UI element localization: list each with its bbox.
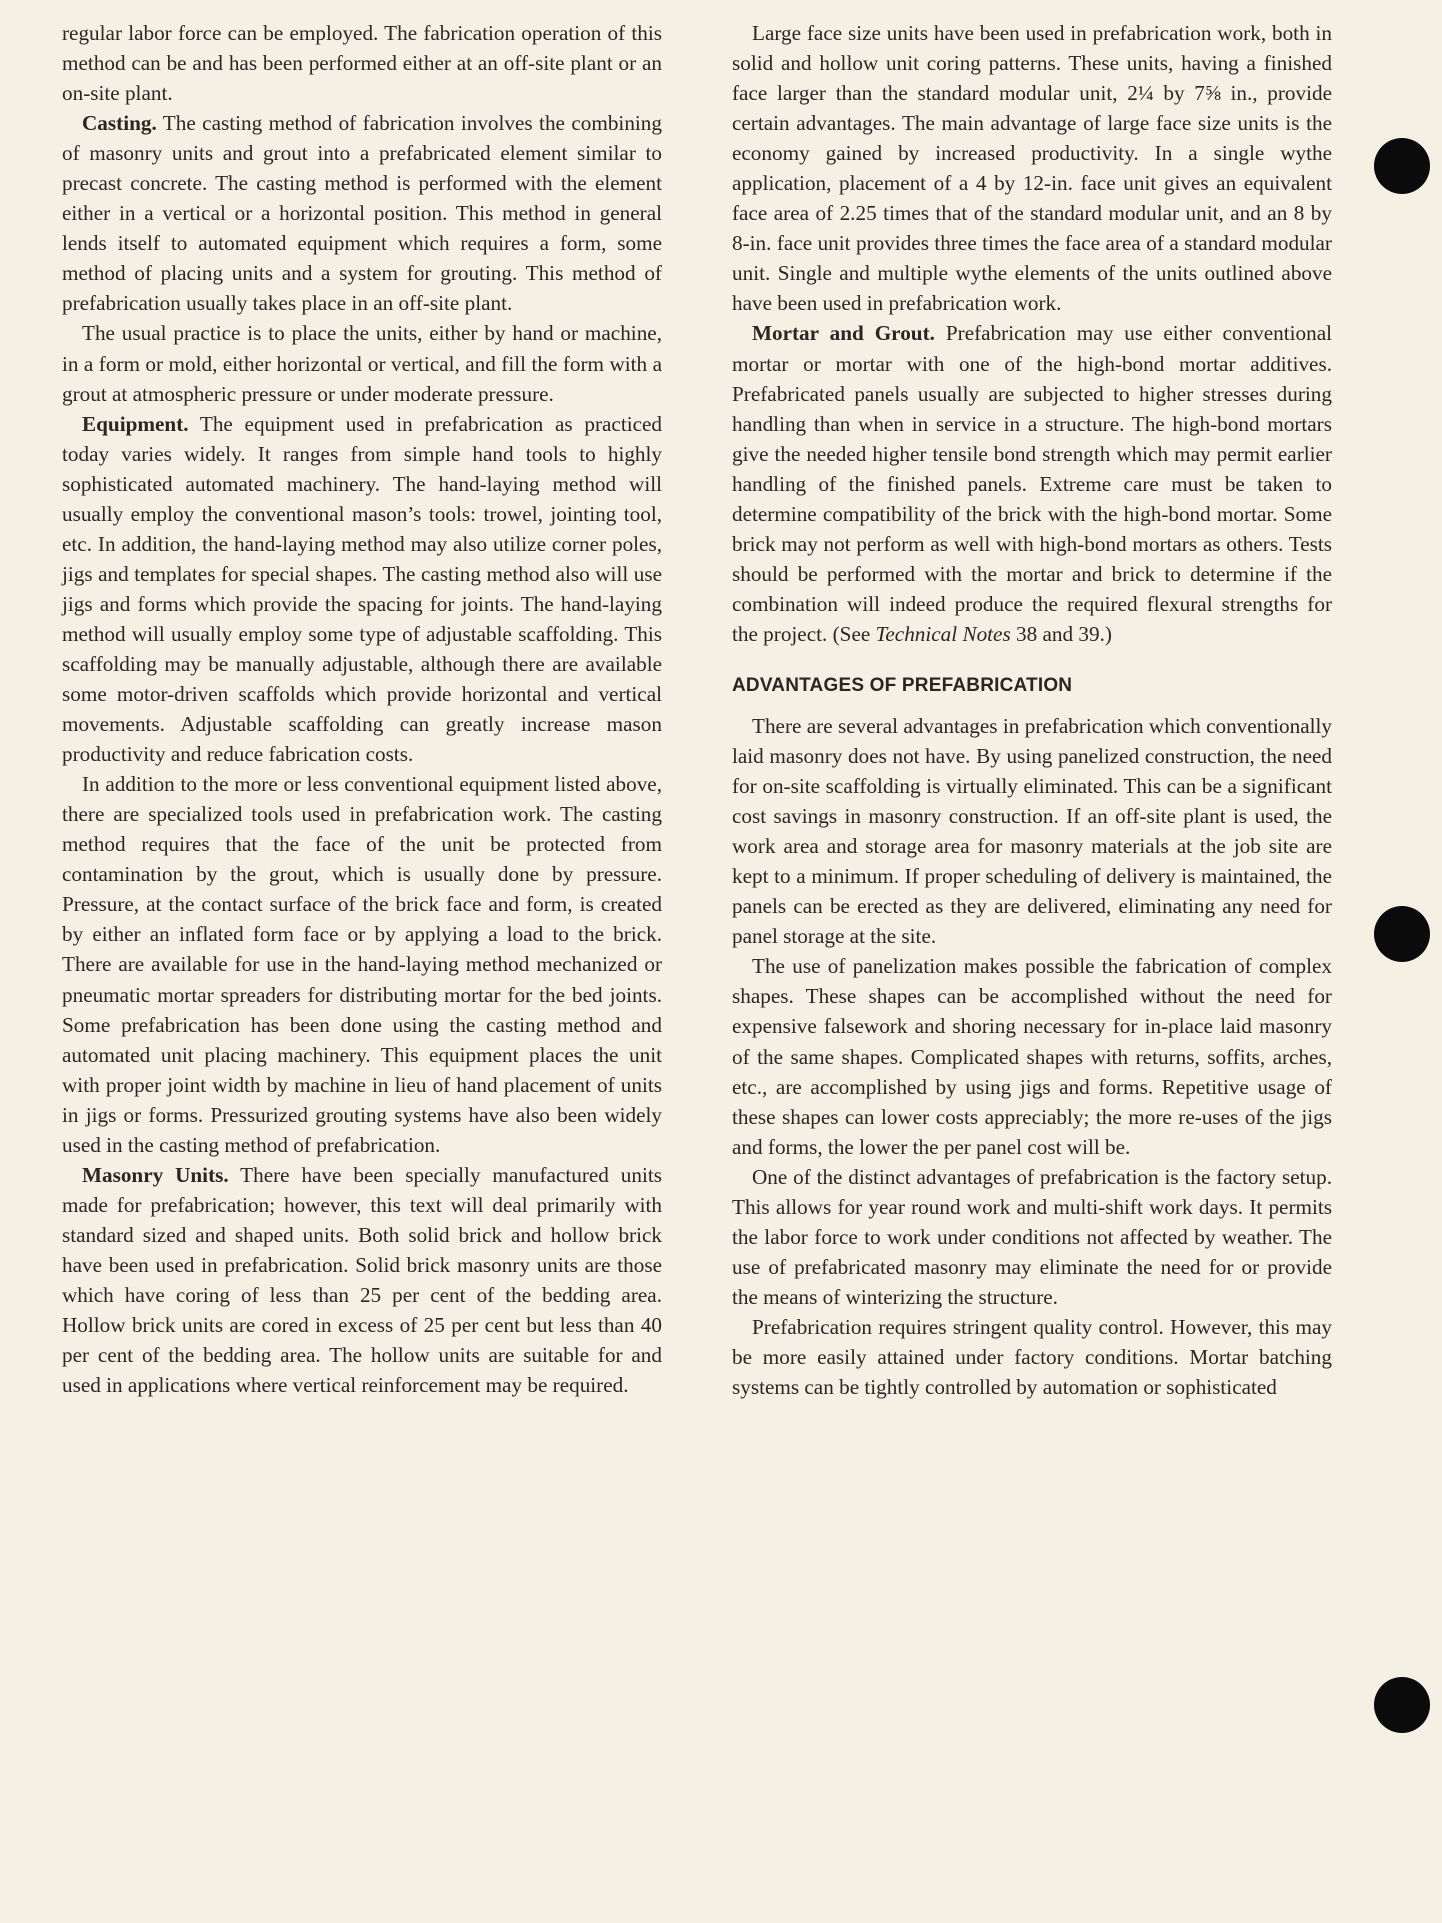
paragraph-text: Prefabrication may use either conventional mortar or mortar with one of the high-bond mortar additives. Prefabricated panels usually are subjected to higher stresses during handling than when in service in a structure. The high-bond mortars give the needed higher tensile bond strength which may permit earlier handling of the finished panels. Extreme care must be taken to determine compatibility of the brick with the high-bond mortar. Some brick may not perform as well with high-bond mortars as others. Tests should be performed with the mortar and brick to determine if the combination will indeed produce the required flexural strengths for the project. (See	[732, 321, 1332, 646]
paragraph: The use of panelization makes possible the fabrication of complex shapes. These shapes can be accomplished without the need for expensive falsework and shoring necessary for in-place laid masonry of the same shapes. Complicated shapes with returns, soffits, arches, etc., are accomplished by using jigs and forms. Repetitive usage of these shapes can lower costs appreciably; the more re-uses of the jigs and forms, the lower the per panel cost will be.	[732, 954, 1332, 1159]
paragraph-text: The casting method of fabrication involves the combining of masonry units and grout into a prefabricated element similar to precast concrete. The casting method is performed with the element either in a vertical or a horizontal position. This method in general lends itself to automated equipment which requires a form, some method of placing units and a system for grouting. This method of prefabrication usually takes place in an off-site plant.	[62, 111, 662, 316]
paragraph: There are several advantages in prefabrication which conventionally laid masonry does not have. By using panelized construction, the need for on-site scaffolding is virtually eliminated. This can be a significant cost savings in masonry construction. If an off-site plant is used, the work area and storage area for masonry materials at the job site are kept to a minimum. If proper scheduling of delivery is maintained, the panels can be erected as they are delivered, eliminating any need for panel storage at the site.	[732, 713, 1332, 949]
run-in-heading: Mortar and Grout.	[752, 321, 935, 346]
paragraph-casting	[62, 108, 662, 318]
paragraph: regular labor force can be employed. The fabrication operation of this method can be and has been performed either at an off-site plant or an on-site plant.	[62, 21, 662, 106]
binder-hole-icon	[1374, 906, 1430, 962]
paragraph: Prefabrication requires stringent quality control. However, this may be more easily attained under factory conditions. Mortar batching systems can be tightly controlled by automation or sophisticated	[732, 1314, 1332, 1400]
paragraph: Large face size units have been used in prefabrication work, both in solid and hollow unit coring patterns. These units, having a finished face larger than the standard modular unit, 2¼ by 7⅝ in., provide certain advantages. The main advantage of large face size units is the economy gained by increased productivity. In a single wythe application, placement of a 4 by 12-in. face unit gives an equivalent face area of 2.25 times that of the standard modular unit, and an 8 by 8-in. face unit provides three times the face area of a standard modular unit. Single and multiple wythe elements of the units outlined above have been used in prefabrication work.	[732, 21, 1332, 316]
run-in-heading: Masonry Units.	[82, 1162, 229, 1187]
right-column	[732, 18, 1332, 1402]
paragraph-mortar-grout	[732, 318, 1332, 649]
paragraph-equipment	[62, 409, 662, 770]
paragraph-text: The equipment used in prefabrication as practiced today varies widely. It ranges from simple hand tools to highly sophisticated automated machinery. The hand-laying method will usually employ the conventional mason’s tools: trowel, jointing tool, etc. In addition, the hand-laying method may also utilize corner poles, jigs and templates for special shapes. The casting method also will use jigs and forms which provide the spacing for joints. The hand-laying method will usually employ some type of adjustable scaffolding. This scaffolding may be manually adjustable, although there are available some motor-driven scaffolds which provide horizontal and vertical movements. Adjustable scaffolding can greatly increase mason productivity and reduce fabrication costs.	[62, 411, 662, 767]
paragraph-text: There have been specially manufactured units made for prefabrication; however, this text will deal primarily with standard sized and shaped units. Both solid brick and hollow brick have been used in prefabrication. Solid brick masonry units are those which have coring of less than 25 per cent of the bedding area. Hollow brick units are cored in excess of 25 per cent but less than 40 per cent of the bedding area. The hollow units are suitable for and used in applications where vertical reinforcement may be required.	[62, 1162, 662, 1398]
paragraph: The usual practice is to place the units, either by hand or machine, in a form or mold, either horizontal or vertical, and fill the form with a grout at atmospheric pressure or under moderate pressure.	[62, 321, 662, 406]
italic-reference: Technical Notes	[875, 621, 1011, 646]
binder-hole-icon	[1374, 1677, 1430, 1733]
left-column	[62, 18, 662, 1400]
paragraph-masonry-units	[62, 1160, 662, 1400]
section-heading: ADVANTAGES OF PREFABRICATION	[732, 674, 1073, 696]
paragraph: One of the distinct advantages of prefabrication is the factory setup. This allows for year round work and multi-shift work days. It permits the labor force to work under conditions not affected by weather. The use of prefabricated masonry may eliminate the need for or provide the means of winterizing the structure.	[732, 1164, 1332, 1309]
binder-hole-icon	[1374, 138, 1430, 194]
run-in-heading: Casting.	[82, 111, 157, 136]
paragraph-text-tail: 38 and 39.)	[1010, 621, 1112, 646]
run-in-heading: Equipment.	[82, 411, 189, 436]
paragraph: In addition to the more or less conventional equipment listed above, there are specialized tools used in prefabrication work. The casting method requires that the face of the unit be protected from contamination by the grout, which is usually done by pressure. Pressure, at the contact surface of the brick face and form, is created by either an inflated form face or by applying a load to the brick. There are available for use in the hand-laying method mechanized or pneumatic mortar spreaders for distributing mortar for the bed joints. Some prefabrication has been done using the casting method and automated unit placing machinery. This equipment places the unit with proper joint width by machine in lieu of hand placement of units in jigs or forms. Pressurized grouting systems have also been widely used in the casting method of prefabrication.	[62, 772, 662, 1157]
